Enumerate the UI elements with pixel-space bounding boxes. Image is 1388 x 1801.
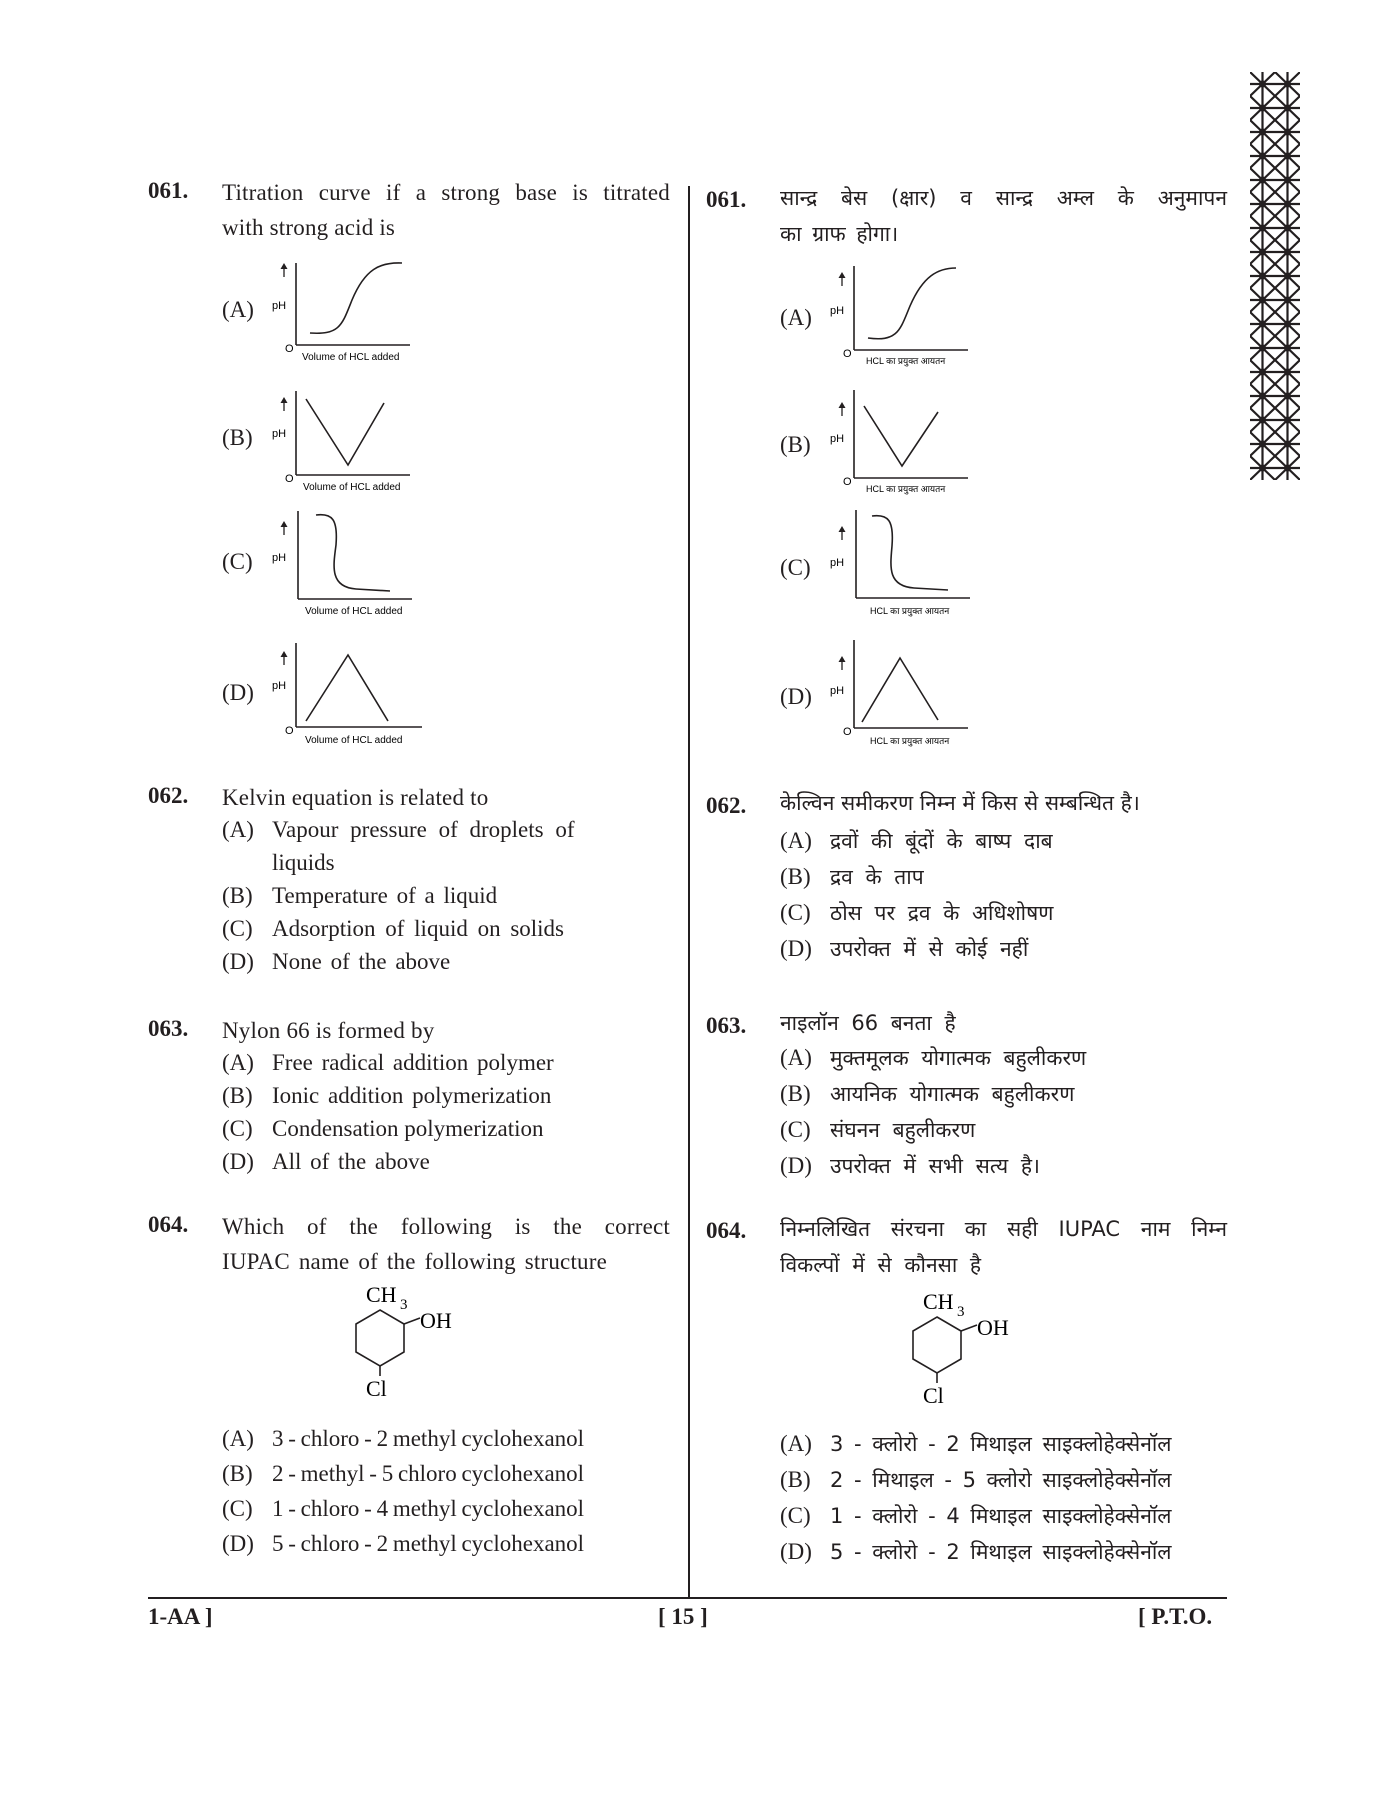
svg-text:3: 3 (400, 1297, 408, 1313)
svg-text:Cl: Cl (366, 1376, 387, 1401)
axis-origin-label: O (285, 343, 294, 355)
option-label: (D) (222, 680, 254, 705)
option-item: (B) 2 - मिथाइल - 5 क्लोरो साइक्लोहेक्सेनॉल (780, 1467, 1172, 1492)
question-text-line: विकल्पों में से कौनसा है (780, 1253, 982, 1277)
axis-y-label: pH (830, 305, 845, 317)
option-item: (D) 5 - chloro - 2 methyl cyclohexanol (222, 1531, 585, 1556)
axis-origin-label: O (843, 348, 852, 360)
option-item: (C) संघनन बहुलीकरण (780, 1117, 976, 1142)
option-item: (C) Adsorption of liquid on solids (222, 916, 565, 941)
option-item: (D) None of the above (222, 949, 451, 974)
cyclohexanol-structure (897, 1285, 1037, 1415)
option-label: (B) (222, 425, 253, 450)
option-item: (C) 1 - chloro - 4 methyl cyclohexanol (222, 1496, 585, 1521)
curve (864, 406, 938, 466)
question-text: Kelvin equation is related to (222, 785, 489, 810)
axis-x-label: Volume of HCL added (305, 735, 403, 746)
svg-text:CH: CH (366, 1282, 397, 1307)
option-item: (C) Condensation polymerization (222, 1116, 544, 1141)
cyclohexanol-structure (340, 1278, 480, 1408)
svg-text:Cl: Cl (923, 1383, 944, 1408)
option-item: (A) Free radical addition polymer (222, 1050, 554, 1075)
axis-y-label: pH (272, 680, 287, 692)
option-label: (D) (780, 684, 812, 709)
axis-y-label: pH (272, 300, 287, 312)
axis-x-label: HCL का प्रयुक्त आयतन (870, 736, 950, 746)
axis-x-label: HCL का प्रयुक्त आयतन (866, 356, 946, 366)
question-text: नाइलॉन 66 बनता है (780, 1011, 956, 1035)
axis-x-label: Volume of HCL added (302, 352, 400, 363)
option-item: (D) उपरोक्त में सभी सत्य है। (780, 1153, 1040, 1178)
footer-rule (148, 1597, 1227, 1599)
question-text (780, 180, 1227, 252)
curve (306, 399, 384, 465)
titration-graph-d (828, 636, 988, 748)
question-number: 061. (148, 178, 189, 203)
option-item: (B) Temperature of a liquid (222, 883, 498, 908)
option-item: (A) 3 - क्लोरो - 2 मिथाइल साइक्लोहेक्सेनॉल (780, 1431, 1172, 1456)
svg-text:OH: OH (420, 1308, 452, 1333)
axis-x-label: HCL का प्रयुक्त आयतन (866, 484, 946, 494)
axis-origin-label: O (285, 725, 294, 737)
option-item: (A) Vapour pressure of droplets of (222, 817, 575, 842)
axis-y-label: pH (272, 552, 287, 564)
question-text (222, 175, 670, 245)
axis-x-label: HCL का प्रयुक्त आयतन (870, 606, 950, 616)
options-list (780, 1040, 1086, 1184)
option-item: (A) मुक्तमूलक योगात्मक बहुलीकरण (780, 1045, 1087, 1070)
curve (316, 515, 390, 591)
option-item: (C) 1 - क्लोरो - 4 मिथाइल साइक्लोहेक्सेनॉल (780, 1503, 1172, 1528)
titration-graph-a (270, 255, 420, 365)
question-text (222, 1209, 670, 1279)
axis-x-label: Volume of HCL added (303, 482, 401, 493)
titration-graph-b (828, 390, 978, 502)
option-item: (B) आयनिक योगात्मक बहुलीकरण (780, 1081, 1075, 1106)
option-item: (A) द्रवों की बूंदों के बाष्प दाब (780, 828, 1053, 853)
question-text (780, 1211, 1227, 1283)
axis-origin-label: O (843, 726, 852, 738)
decorative-pattern-icon (1250, 72, 1300, 480)
options-list (780, 823, 1053, 967)
question-text-line: का ग्राफ होगा। (780, 222, 899, 246)
column-divider (688, 186, 690, 1598)
titration-graph-a (828, 262, 978, 374)
titration-graph-b (270, 385, 420, 495)
axis-y-label: pH (830, 685, 845, 697)
option-label: (C) (222, 549, 253, 574)
axis-origin-label: O (285, 473, 294, 485)
question-number: 062. (706, 793, 747, 818)
option-item: (A) 3 - chloro - 2 methyl cyclohexanol (222, 1426, 585, 1451)
question-text: Nylon 66 is formed by (222, 1018, 435, 1043)
option-item: (C) ठोस पर द्रव के अधिशोषण (780, 900, 1054, 925)
axis-y-label: pH (272, 428, 287, 440)
footer-code: 1-AA ] (148, 1604, 213, 1629)
options-list (222, 1421, 584, 1561)
question-text-line: with strong acid is (222, 215, 396, 240)
question-text-line: सान्द्र बेस (क्षार) व सान्द्र अम्ल के अनुमापन (780, 186, 1227, 210)
option-item: (D) उपरोक्त में से कोई नहीं (780, 936, 1029, 961)
option-item: (D) 5 - क्लोरो - 2 मिथाइल साइक्लोहेक्सेनॉल (780, 1539, 1172, 1564)
question-number: 064. (148, 1212, 189, 1237)
option-label: (B) (780, 432, 811, 457)
page-number: [ 15 ] (658, 1604, 708, 1629)
pto-label: [ P.T.O. (1138, 1604, 1213, 1629)
option-item: (B) द्रव के ताप (780, 864, 924, 889)
curve (310, 263, 402, 333)
question-text-line: Titration curve if a strong base is titrated (222, 180, 670, 205)
question-number: 063. (148, 1016, 189, 1041)
option-item-continuation: liquids (272, 850, 335, 875)
svg-text:3: 3 (957, 1304, 965, 1320)
curve (872, 516, 948, 590)
titration-graph-c (828, 510, 978, 622)
option-label: (C) (780, 555, 811, 580)
question-text-line: निम्नलिखित संरचना का सही IUPAC नाम निम्न (780, 1217, 1227, 1241)
svg-text:CH: CH (923, 1289, 954, 1314)
axis-x-label: Volume of HCL added (305, 606, 403, 617)
option-label: (A) (222, 297, 254, 322)
question-text-line: IUPAC name of the following structure (222, 1249, 608, 1274)
question-number: 062. (148, 783, 189, 808)
option-item: (B) Ionic addition polymerization (222, 1083, 552, 1108)
axis-origin-label: O (843, 476, 852, 488)
axis-y-label: pH (830, 557, 845, 569)
question-text: केल्विन समीकरण निम्न में किस से सम्बन्धित है। (780, 791, 1140, 815)
question-number: 061. (706, 187, 747, 212)
question-text-line: Which of the following is the correct (222, 1214, 670, 1239)
options-list (222, 813, 574, 978)
curve (306, 655, 388, 721)
axis-y-label: pH (830, 433, 845, 445)
curve (862, 658, 938, 722)
question-number: 063. (706, 1013, 747, 1038)
titration-graph-d (270, 635, 430, 747)
options-list (780, 1426, 1172, 1570)
option-label: (A) (780, 305, 812, 330)
titration-graph-c (270, 505, 420, 620)
option-item: (D) All of the above (222, 1149, 430, 1174)
options-list (222, 1046, 554, 1178)
curve (868, 268, 956, 339)
svg-text:OH: OH (977, 1315, 1009, 1340)
option-item: (B) 2 - methyl - 5 chloro cyclohexanol (222, 1461, 585, 1486)
question-number: 064. (706, 1218, 747, 1243)
